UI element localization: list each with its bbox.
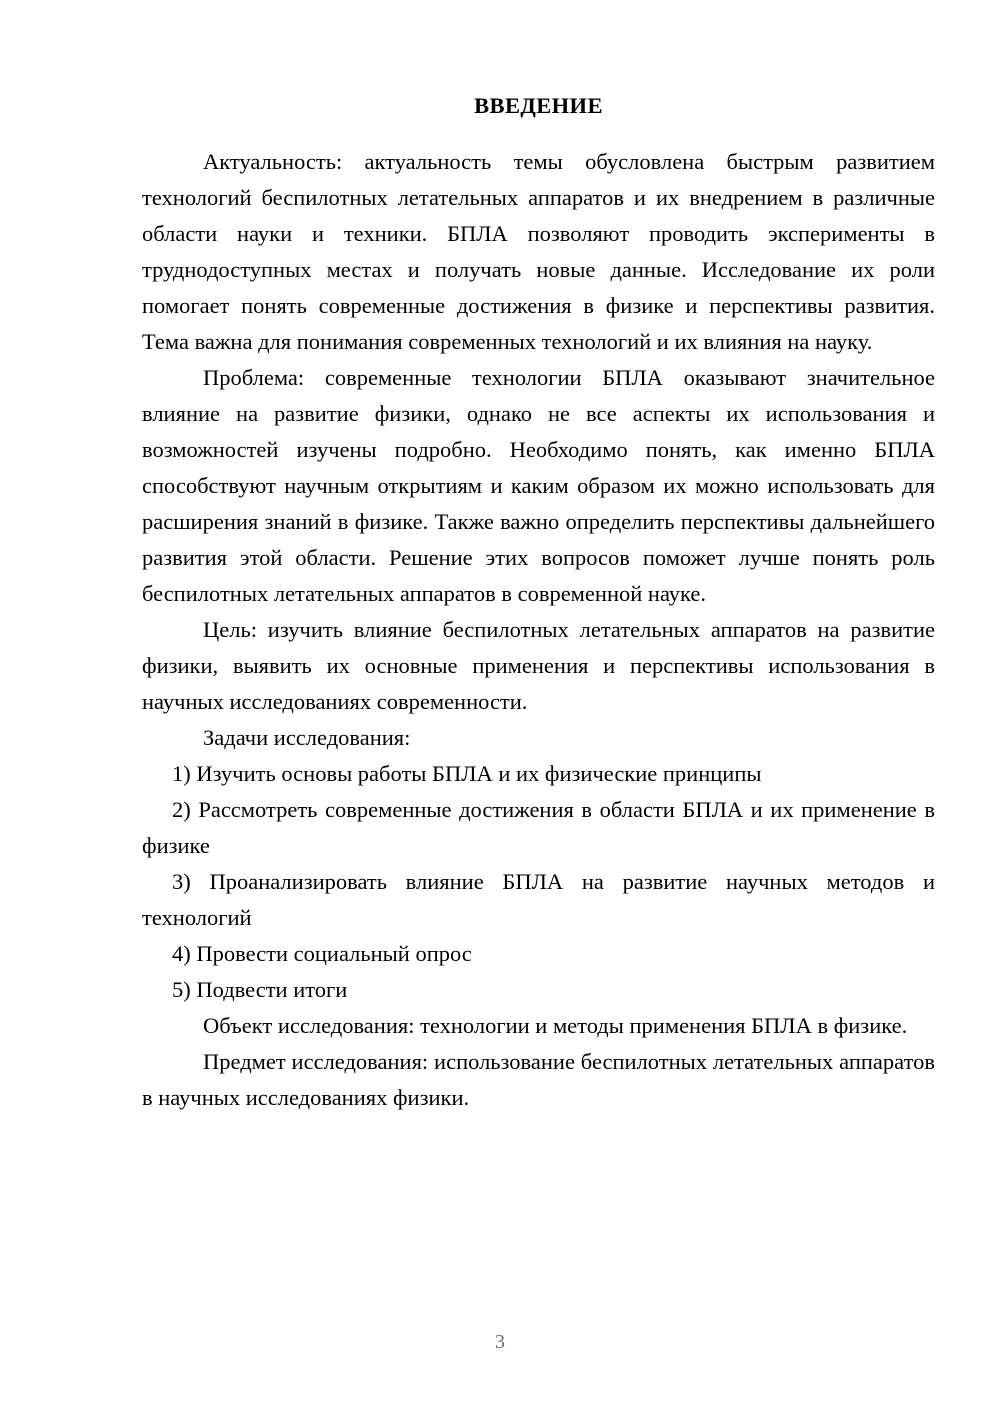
paragraph-object: Объект исследования: технологии и методы применения БПЛА в физике. — [203, 1013, 908, 1038]
list-item: 4) Провести социальный опрос — [172, 941, 472, 966]
page-content — [142, 88, 935, 1116]
paragraph-problem: Проблема: современные технологии БПЛА оказывают значительное влияние на развитие физики, однако не все аспекты их использования и возможностей изучены подробно. Необходимо понять, как именно БПЛА способствуют научным открытиям и каким образом их можно использовать для расширения знаний в физике. Также важно определить перспективы дальнейшего развития этой области. Решение этих вопросов поможет лучше понять роль беспилотных летательных аппаратов в современной науке. — [142, 365, 935, 606]
list-item: 2) Рассмотреть современные достижения в области БПЛА и их применение в физике — [142, 797, 935, 858]
list-item: 1) Изучить основы работы БПЛА и их физические принципы — [172, 761, 762, 786]
page-title: ВВЕДЕНИЕ — [474, 93, 603, 118]
tasks-heading: Задачи исследования: — [203, 725, 411, 750]
paragraph-relevance: Актуальность: актуальность темы обусловлена быстрым развитием технологий беспилотных летательных аппаратов и их внедрением в различные области науки и техники. БПЛА позволяют проводить эксперименты в труднодоступных местах и получать новые данные. Исследование их роли помогает понять современные достижения в физике и перспективы развития. Тема важна для понимания современных технологий и их влияния на науку. — [142, 149, 935, 354]
list-item: 3) Проанализировать влияние БПЛА на развитие научных методов и технологий — [142, 869, 935, 930]
list-item: 5) Подвести итоги — [172, 977, 348, 1002]
page-number: 3 — [495, 1331, 505, 1353]
paragraph-goal: Цель: изучить влияние беспилотных летательных аппаратов на развитие физики, выявить их основные применения и перспективы использования в научных исследованиях современности. — [142, 617, 935, 714]
paragraph-subject: Предмет исследования: использование беспилотных летательных аппаратов в научных исследованиях физики. — [142, 1049, 935, 1110]
